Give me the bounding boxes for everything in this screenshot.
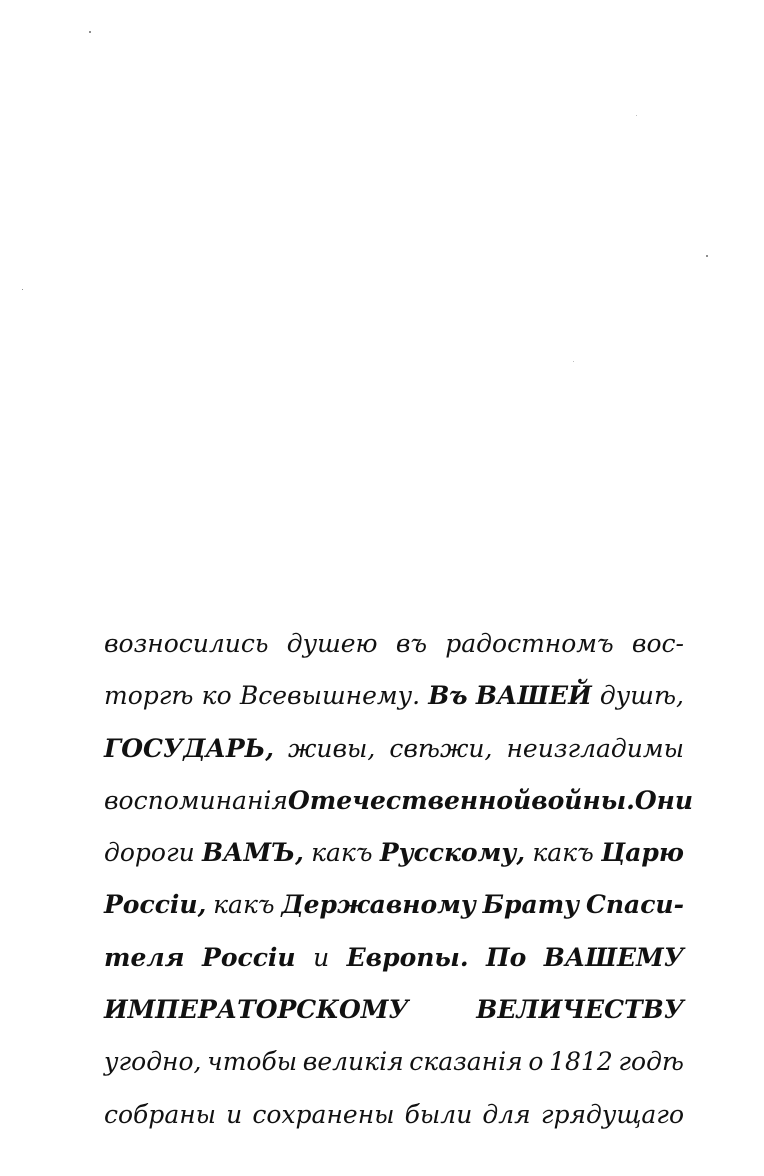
- text-line: [104, 827, 684, 879]
- word: грядущаго: [540, 1099, 684, 1129]
- word: 1812: [549, 1047, 613, 1077]
- text-line: [104, 1036, 684, 1088]
- print-speck: [22, 289, 23, 290]
- word: собраны: [104, 1099, 217, 1129]
- word: ИМПЕРАТОРСКОМУ: [104, 995, 409, 1025]
- text-line: [104, 723, 684, 775]
- print-speck: [89, 31, 91, 33]
- word: Россіи,: [104, 890, 207, 920]
- word: душею: [286, 629, 378, 658]
- word: Брату: [482, 890, 580, 920]
- word: были: [404, 1099, 473, 1129]
- word: великія: [302, 1047, 404, 1077]
- word: сказанія: [409, 1047, 523, 1077]
- word: годѣ: [618, 1047, 684, 1077]
- print-speck: [636, 115, 637, 116]
- word: Россіи: [202, 942, 296, 972]
- word: угодно,: [104, 1047, 202, 1077]
- text-line: [104, 932, 684, 984]
- word: Спаси-: [585, 890, 684, 920]
- word: войны.: [531, 785, 635, 815]
- word: какъ: [213, 890, 275, 920]
- word: Всевышнему.: [239, 681, 421, 711]
- word: ВЕЛИЧЕСТВУ: [476, 995, 684, 1025]
- word: о: [528, 1047, 544, 1077]
- word: Отечественной: [287, 785, 532, 815]
- word: ВАШЕЙ: [475, 681, 592, 711]
- word: ко: [201, 681, 232, 711]
- word: Царю: [601, 838, 684, 868]
- word: ВАМЪ,: [201, 838, 304, 868]
- word: Въ: [428, 681, 468, 711]
- word: какъ: [311, 838, 373, 868]
- word: душѣ,: [599, 681, 684, 711]
- word: и: [226, 1099, 243, 1129]
- word: вос-: [631, 629, 684, 658]
- word: возносились: [104, 629, 269, 658]
- print-speck: [573, 361, 574, 362]
- word: ВАШЕМУ: [543, 942, 684, 972]
- text-line: [104, 879, 684, 931]
- word: живы,: [287, 733, 376, 763]
- word: Державному: [281, 890, 476, 920]
- word: Европы.: [346, 942, 469, 972]
- word: свѣжи,: [389, 733, 493, 763]
- word: торгѣ: [104, 681, 194, 711]
- body-text: [104, 618, 694, 1141]
- word: ГОСУДАРЬ,: [104, 733, 274, 763]
- word: По: [486, 942, 527, 972]
- word: радостномъ: [445, 629, 614, 658]
- word: Они: [634, 785, 694, 815]
- word: и: [313, 942, 330, 972]
- word: дороги: [104, 838, 195, 868]
- word: какъ: [532, 838, 594, 868]
- text-line: [104, 775, 694, 827]
- text-line: [104, 618, 684, 670]
- word: чтобы: [207, 1047, 298, 1077]
- print-speck: [706, 255, 708, 257]
- word: неизгладимы: [506, 733, 684, 763]
- word: теля: [104, 942, 185, 972]
- text-line: [104, 984, 684, 1036]
- word: для: [482, 1099, 531, 1129]
- word: въ: [395, 629, 428, 658]
- word: воспоминанія: [104, 785, 288, 815]
- text-line: [104, 670, 684, 722]
- word: сохранены: [252, 1099, 395, 1129]
- text-line: [104, 1089, 684, 1141]
- word: Русскому,: [379, 838, 526, 868]
